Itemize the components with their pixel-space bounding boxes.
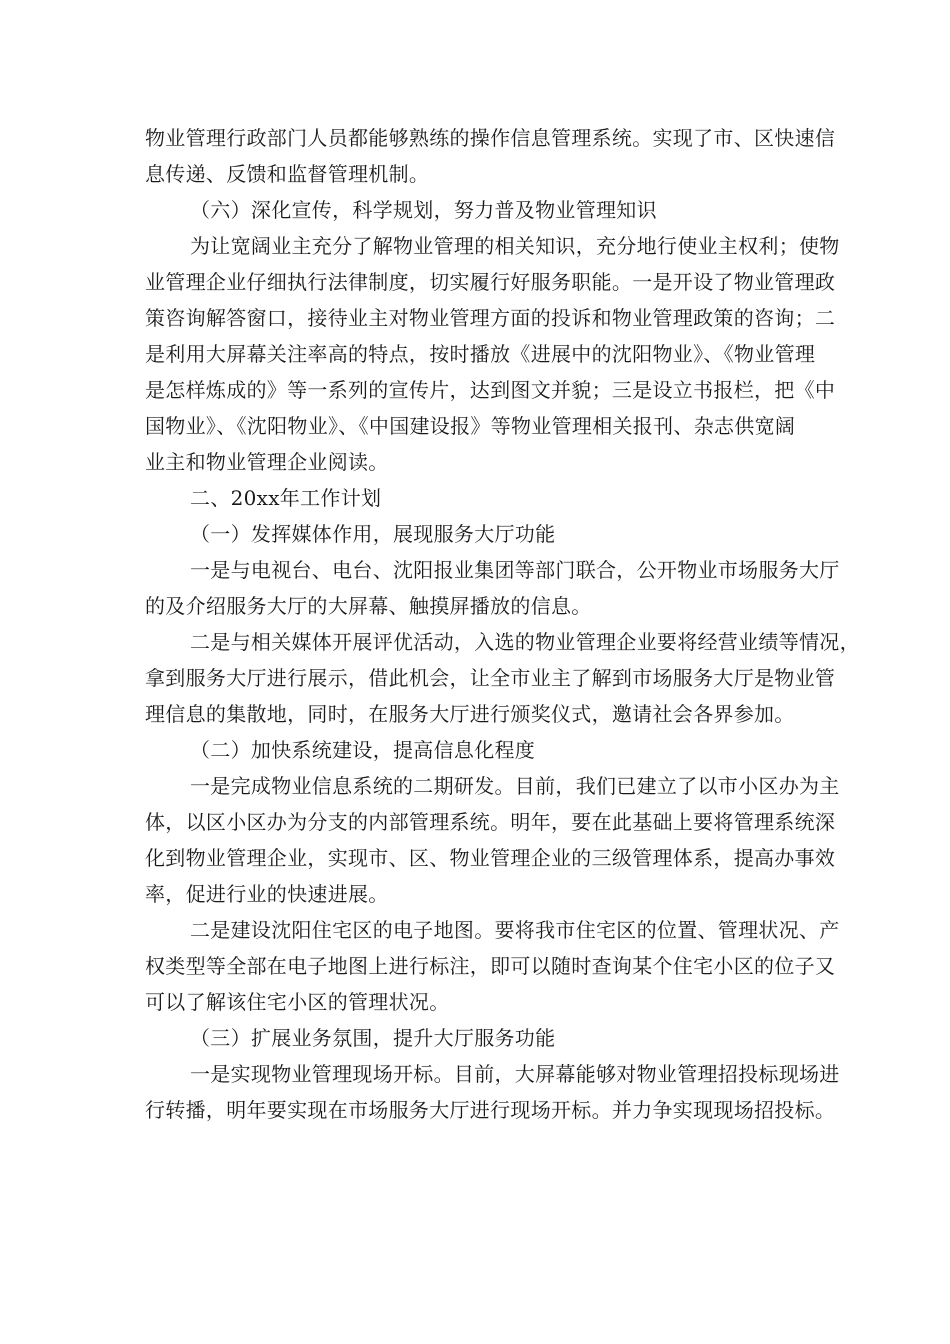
paragraph-line: 一是实现物业管理现场开标。目前，大屏幕能够对物业管理招投标现场进	[190, 1062, 840, 1086]
paragraph-line: 体，以区小区办为分支的内部管理系统。明年，要在此基础上要将管理系统深	[145, 810, 836, 834]
paragraph-line: 理信息的集散地，同时，在服务大厅进行颁奖仪式，邀请社会各界参加。	[145, 702, 795, 726]
paragraph-line: 的及介绍服务大厅的大屏幕、触摸屏播放的信息。	[145, 594, 592, 618]
paragraph-line: 是怎样炼成的》等一系列的宣传片，达到图文并貌；三是设立书报栏，把《中	[145, 378, 836, 402]
paragraph-line: 行转播，明年要实现在市场服务大厅进行现场开标。并力争实现现场招投标。	[145, 1098, 836, 1122]
paragraph-line: 率，促进行业的快速进展。	[145, 882, 389, 906]
paragraph-line: 权类型等全部在电子地图上进行标注，即可以随时查询某个住宅小区的位子又	[145, 954, 836, 978]
paragraph-line: 业管理企业仔细执行法律制度，切实履行好服务职能。一是开设了物业管理政	[145, 270, 836, 294]
paragraph-line: 物业管理行政部门人员都能够熟练的操作信息管理系统。实现了市、区快速信	[145, 126, 836, 150]
paragraph-line: 国物业》、《沈阳物业》、《中国建设报》等物业管理相关报刊、杂志供宽阔	[145, 414, 796, 438]
section-heading: （六）深化宣传，科学规划，努力普及物业管理知识	[190, 198, 657, 222]
paragraph-line: 业主和物业管理企业阅读。	[145, 450, 389, 474]
paragraph-line: 一是与电视台、电台、沈阳报业集团等部门联合，公开物业市场服务大厅	[190, 558, 840, 582]
paragraph-line: 化到物业管理企业，实现市、区、物业管理企业的三级管理体系，提高办事效	[145, 846, 836, 870]
section-heading: （一）发挥媒体作用，展现服务大厅功能	[190, 522, 556, 546]
section-heading: （三）扩展业务氛围，提升大厅服务功能	[190, 1026, 556, 1050]
paragraph-line: 息传递、反馈和监督管理机制。	[145, 162, 430, 186]
paragraph-line: 是利用大屏幕关注率高的特点，按时播放《进展中的沈阳物业》、《物业管理	[145, 342, 816, 366]
paragraph-line: 可以了解该住宅小区的管理状况。	[145, 990, 450, 1014]
paragraph-line: 策咨询解答窗口，接待业主对物业管理方面的投诉和物业管理政策的咨询；二	[145, 306, 836, 330]
section-heading: 二、20xx年工作计划	[190, 486, 382, 510]
paragraph-line: 一是完成物业信息系统的二期研发。目前，我们已建立了以市小区办为主	[190, 774, 840, 798]
paragraph-line: 为让宽阔业主充分了解物业管理的相关知识，充分地行使业主权利；使物	[190, 234, 840, 258]
paragraph-line: 二是建设沈阳住宅区的电子地图。要将我市住宅区的位置、管理状况、产	[190, 918, 840, 942]
section-heading: （二）加快系统建设，提高信息化程度	[190, 738, 536, 762]
paragraph-line: 二是与相关媒体开展评优活动，入选的物业管理企业要将经营业绩等情况，	[190, 630, 860, 654]
paragraph-line: 拿到服务大厅进行展示，借此机会，让全市业主了解到市场服务大厅是物业管	[145, 666, 836, 690]
